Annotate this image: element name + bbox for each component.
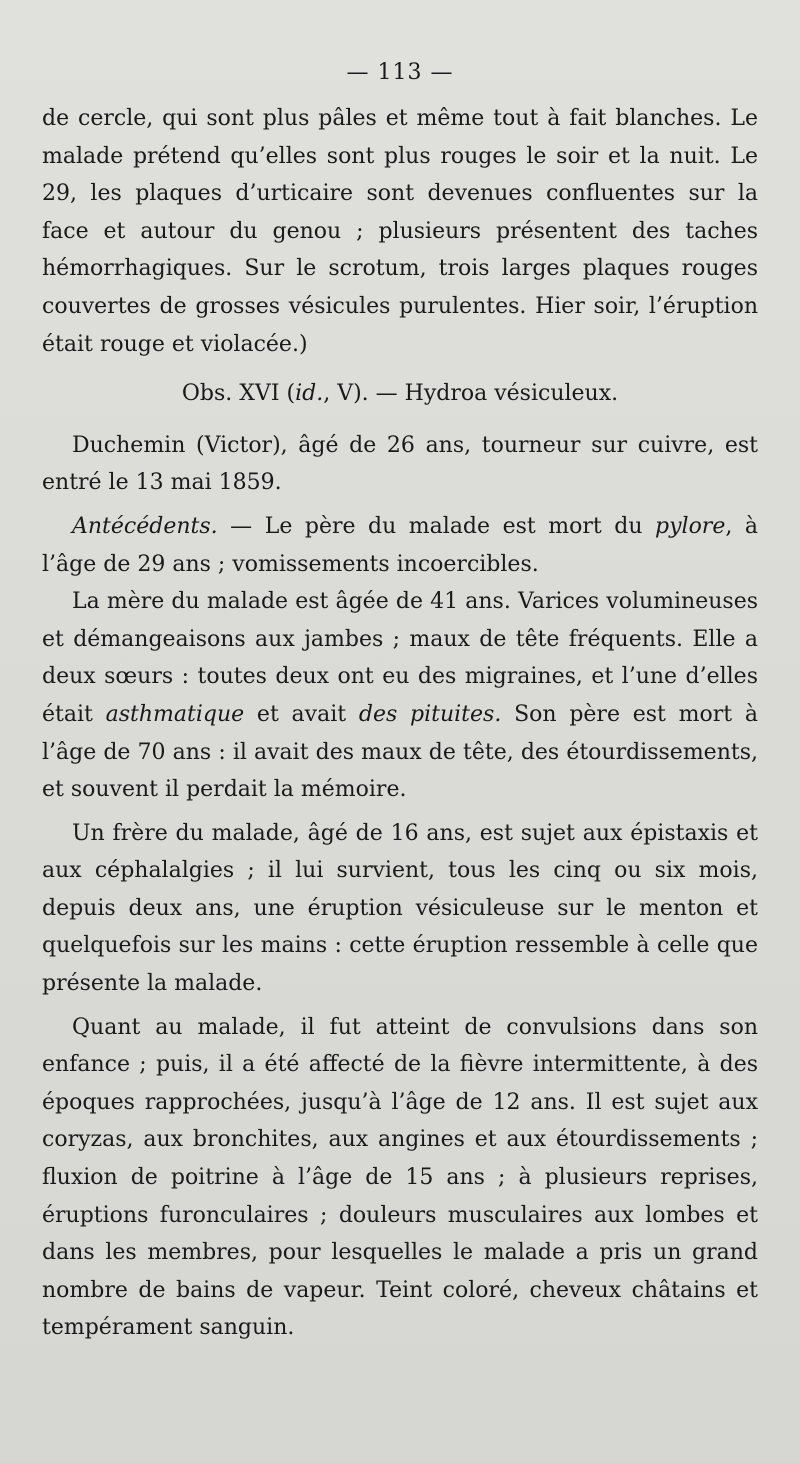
paragraph-mother: [42, 583, 758, 809]
paragraph-patient-history: Quant au malade, il fut atteint de convulsions dans son enfance ; puis, il a été affecté de la fièvre intermittente, à des époques rapprochées, jusqu’à l’âge de 12 ans. Il est sujet aux coryzas, aux bronchites, aux angines et aux étourdissements ; fluxion de poitrine à l’âge de 15 ans ; à plusieurs reprises, éruptions furonculaires ; douleurs musculaires aux lombes et dans les membres, pour lesquelles le malade a pris un grand nombre de bains de vapeur. Teint coloré, cheveux châtains et tempérament sanguin.: [42, 1014, 758, 1341]
antecedents-text-1: — Le père du malade est mort du: [217, 513, 656, 539]
observation-heading: [42, 375, 758, 413]
mother-asthmatique: asthmatique: [105, 701, 245, 727]
mother-text-1: La mère du malade est âgée de 41 ans. Varices volumineuses et démangeaisons aux jambes ; maux de tête fréquents. Elle a deux sœurs : toutes deux ont eu des migraines, et l’une d’elles était: [42, 589, 758, 727]
antecedents-label: Antécédents.: [72, 513, 218, 539]
obs-id: id.: [295, 381, 324, 407]
paragraph-antecedents: [42, 508, 758, 583]
page-number: — 113 —: [346, 60, 454, 85]
obs-suffix: , V). — Hydroa vésiculeux.: [323, 381, 619, 407]
antecedents-pylore: pylore: [655, 513, 726, 539]
mother-pituites: des pituites.: [358, 701, 502, 727]
paragraph-brother: Un frère du malade, âgé de 16 ans, est sujet aux épistaxis et aux céphalalgies ; il lui survient, tous les cinq ou six mois, depuis deux ans, une éruption vésiculeuse sur le menton et quelquefois sur les mains : cette éruption ressemble à celle que présente la malade.: [42, 820, 758, 997]
obs-prefix: Obs. XVI (: [181, 381, 296, 407]
mother-text-2: et avait: [244, 701, 359, 727]
paragraph-patient: Duchemin (Victor), âgé de 26 ans, tourneur sur cuivre, est entré le 13 mai 1859.: [42, 432, 758, 496]
mother-text-3: Son père est mort à l’âge de 70 ans : il avait des maux de tête, des étourdissements, et souvent il perdait la mémoire.: [42, 701, 758, 803]
paragraph-continued: de cercle, qui sont plus pâles et même tout à fait blanches. Le malade prétend qu’elles sont plus rouges le soir et la nuit. Le 29, les plaques d’urticaire sont devenues confluentes sur la face et autour du genou ; plusieurs présentent des taches hémorrhagiques. Sur le scrotum, trois larges plaques rouges couvertes de grosses vésicules purulentes. Hier soir, l’éruption était rouge et violacée.): [42, 106, 758, 357]
antecedents-text-2: , à l’âge de 29 ans ; vomissements incoercibles.: [42, 513, 758, 577]
body-text: [42, 100, 758, 1347]
